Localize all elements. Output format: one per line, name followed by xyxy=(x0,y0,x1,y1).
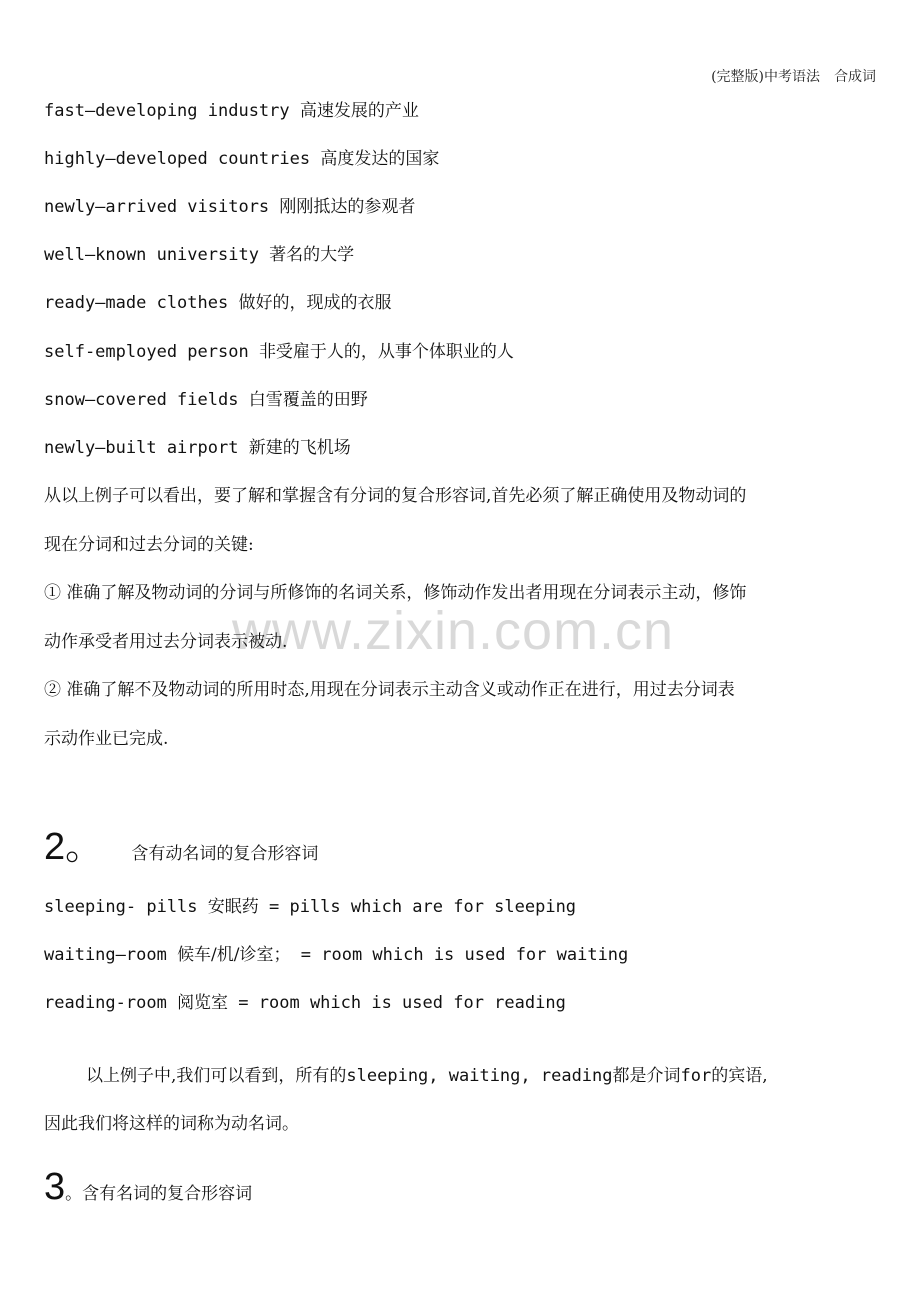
point-2-line-1: ② 准确了解不及物动词的所用时态,用现在分词表示主动含义或动作正在进行，用过去分词表 xyxy=(44,680,735,700)
gerund-english: reading-room xyxy=(44,993,178,1013)
gerund-example-line xyxy=(44,945,628,965)
section-3-heading xyxy=(44,1168,252,1206)
gerund-paraphrase: = pills which are for sleeping xyxy=(258,897,577,917)
example-chinese: 白雪覆盖的田野 xyxy=(248,390,368,410)
example-english: self-employed person xyxy=(44,342,259,362)
example-chinese: 做好的，现成的衣服 xyxy=(238,293,392,313)
section-2-title: 含有动名词的复合形容词 xyxy=(131,844,319,864)
note-text: 的宾语, xyxy=(711,1066,768,1086)
example-line xyxy=(44,245,354,265)
gerund-english: sleeping- pills xyxy=(44,897,208,917)
note-text: 都是介词 xyxy=(612,1066,681,1086)
example-line xyxy=(44,293,391,313)
gerund-note-line-2: 因此我们将这样的词称为动名词。 xyxy=(44,1114,299,1134)
intro-line-2: 现在分词和过去分词的关键: xyxy=(44,535,254,555)
note-words: sleeping, waiting, reading xyxy=(346,1066,613,1086)
section-3-number: 3 xyxy=(44,1166,66,1208)
example-chinese: 高速发展的产业 xyxy=(299,101,419,121)
section-3-title: 。含有名词的复合形容词 xyxy=(65,1184,253,1204)
section-2-heading xyxy=(44,828,318,866)
point-1-line-2: 动作承受者用过去分词表示被动. xyxy=(44,632,288,652)
gerund-example-line xyxy=(44,897,576,917)
gerund-note-line-1 xyxy=(86,1066,768,1086)
example-english: highly—developed countries xyxy=(44,149,321,169)
example-chinese: 高度发达的国家 xyxy=(320,149,440,169)
gerund-chinese: 安眠药 xyxy=(207,897,259,917)
intro-line-1: 从以上例子可以看出，要了解和掌握含有分词的复合形容词,首先必须了解正确使用及物动词的 xyxy=(44,486,747,506)
gerund-paraphrase: = room which is used for reading xyxy=(228,993,566,1013)
example-chinese: 著名的大学 xyxy=(269,245,355,265)
example-chinese: 刚刚抵达的参观者 xyxy=(279,197,416,217)
example-line xyxy=(44,342,514,362)
point-2-line-2: 示动作业已完成. xyxy=(44,729,169,749)
example-chinese: 非受雇于人的，从事个体职业的人 xyxy=(258,342,514,362)
example-english: fast—developing industry xyxy=(44,101,300,121)
watermark: www.zixin.com.cn xyxy=(232,601,675,661)
gerund-paraphrase: = room which is used for waiting xyxy=(290,945,629,965)
example-english: well—known university xyxy=(44,245,270,265)
example-english: snow—covered fields xyxy=(44,390,249,410)
gerund-english: waiting—room xyxy=(44,945,178,965)
page-header: (完整版)中考语法 合成词 xyxy=(711,69,876,85)
gerund-chinese: 候车/机/诊室； xyxy=(177,945,291,965)
example-chinese: 新建的飞机场 xyxy=(248,438,351,458)
example-english: newly—arrived visitors xyxy=(44,197,280,217)
example-line xyxy=(44,390,368,410)
example-line xyxy=(44,101,419,121)
section-2-number: 2。 xyxy=(44,826,104,868)
note-text: 以上例子中,我们可以看到，所有的 xyxy=(86,1066,347,1086)
example-english: ready—made clothes xyxy=(44,293,239,313)
gerund-example-line xyxy=(44,993,566,1013)
example-line xyxy=(44,149,439,169)
example-line xyxy=(44,197,415,217)
note-preposition: for xyxy=(680,1066,712,1086)
point-1-line-1: ① 准确了解及物动词的分词与所修饰的名词关系，修饰动作发出者用现在分词表示主动，修饰 xyxy=(44,583,747,603)
example-english: newly—built airport xyxy=(44,438,249,458)
example-line xyxy=(44,438,351,458)
gerund-chinese: 阅览室 xyxy=(177,993,229,1013)
